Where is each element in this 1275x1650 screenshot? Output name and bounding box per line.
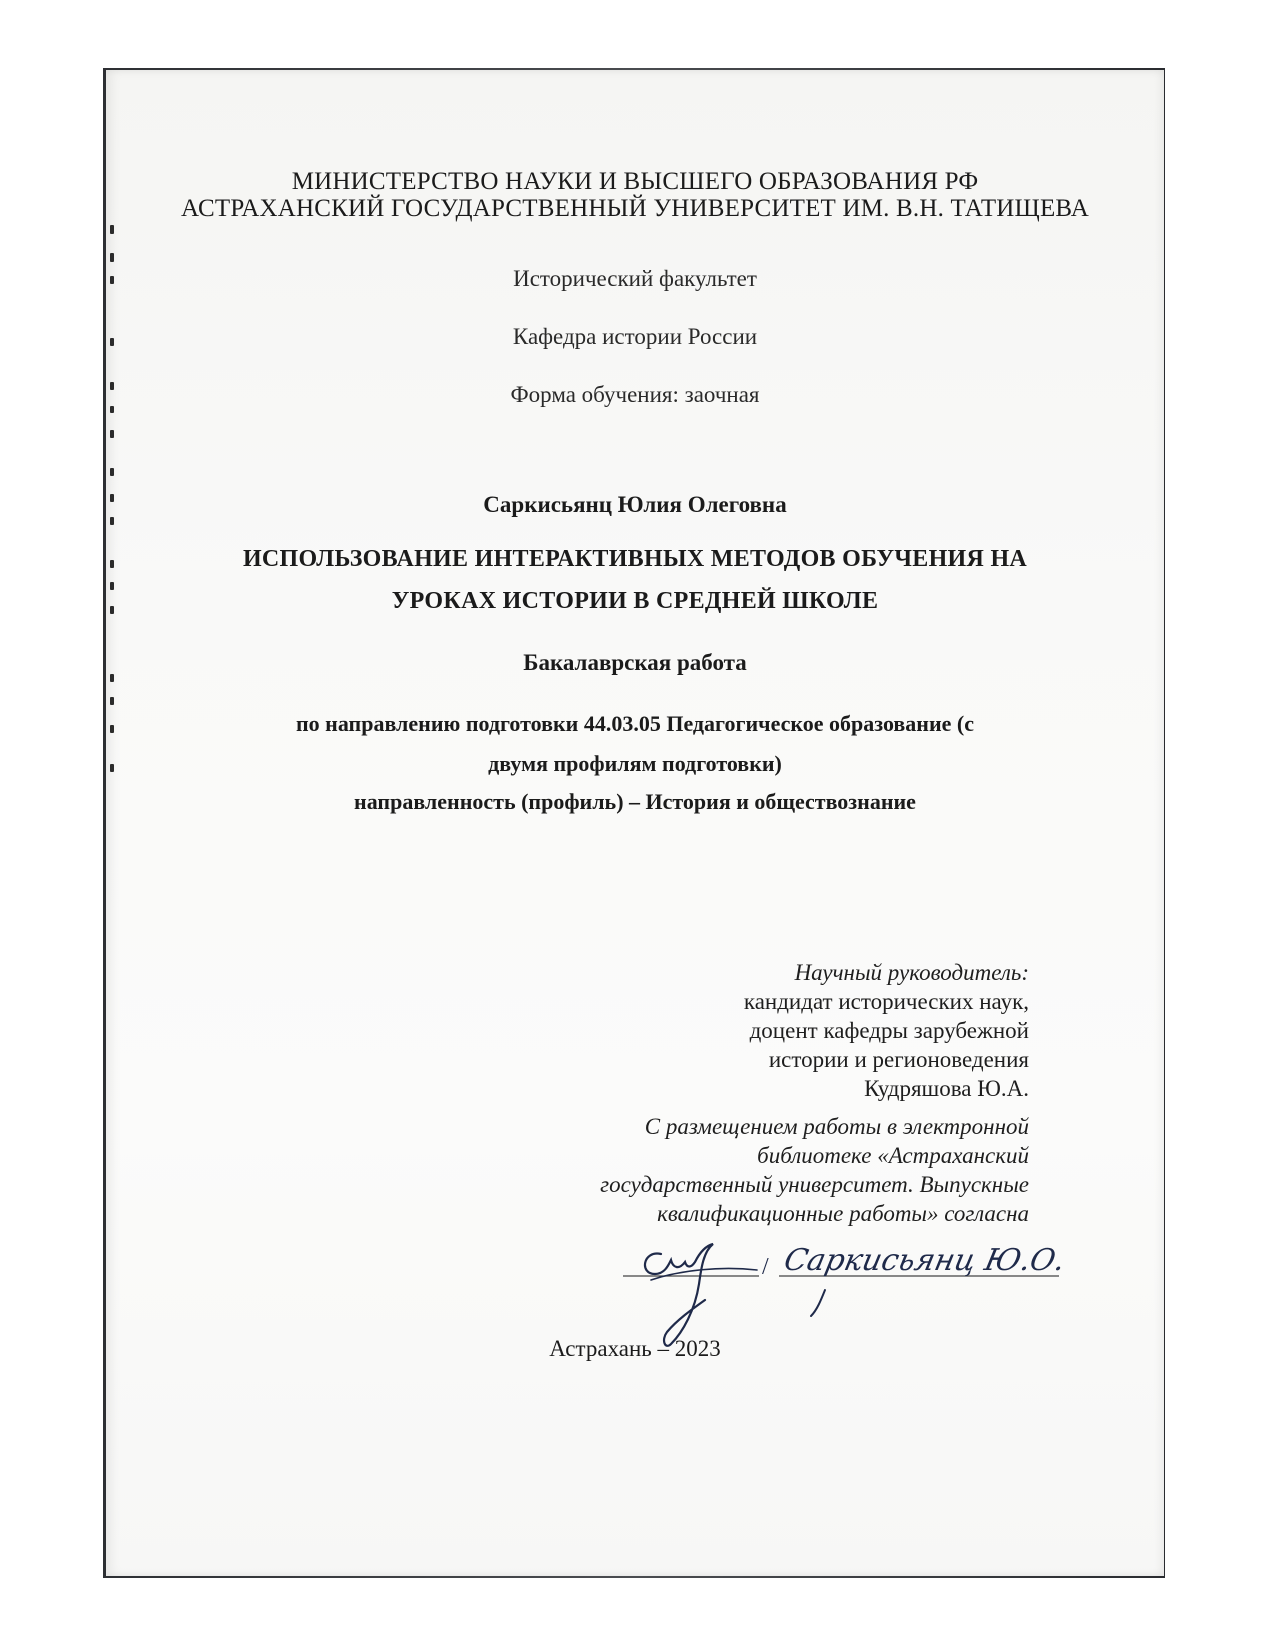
ministry-name: МИНИСТЕРСТВО НАУКИ И ВЫСШЕГО ОБРАЗОВАНИЯ РФ bbox=[291, 168, 979, 195]
edge-mark bbox=[110, 468, 114, 476]
supervisor-degree: кандидат исторических наук, bbox=[743, 989, 1029, 1014]
edge-mark bbox=[110, 253, 114, 262]
thesis-title-line-1: ИСПОЛЬЗОВАНИЕ ИНТЕРАКТИВНЫХ МЕТОДОВ ОБУЧЕНИЯ НА bbox=[242, 546, 1028, 572]
department-name: Кафедра истории России bbox=[512, 324, 758, 349]
university-name: АСТРАХАНСКИЙ ГОСУДАРСТВЕННЫЙ УНИВЕРСИТЕТ ИМ. В.Н. ТАТИЩЕВА bbox=[181, 195, 1089, 222]
edge-mark bbox=[110, 225, 114, 234]
study-form: Форма обучения: заочная bbox=[510, 382, 760, 407]
consent-line-1: С размещением работы в электронной bbox=[644, 1114, 1029, 1139]
author-name: Саркисьянц Юлия Олеговна bbox=[483, 492, 787, 517]
faculty-name: Исторический факультет bbox=[513, 266, 757, 291]
thesis-title-line-2: УРОКАХ ИСТОРИИ В СРЕДНЕЙ ШКОЛЕ bbox=[391, 588, 879, 614]
edge-mark bbox=[110, 430, 114, 438]
signature-separator: / bbox=[762, 1254, 769, 1280]
supervisor-name: Кудряшова Ю.А. bbox=[864, 1076, 1029, 1101]
edge-mark bbox=[110, 697, 114, 705]
title-page-sheet bbox=[106, 70, 1164, 1576]
consent-line-4: квалификационные работы» согласна bbox=[657, 1201, 1029, 1226]
direction-line-3: направленность (профиль) – История и обществознание bbox=[354, 789, 916, 814]
edge-mark bbox=[110, 517, 114, 525]
supervisor-position: доцент кафедры зарубежной bbox=[749, 1018, 1029, 1043]
supervisor-block bbox=[509, 958, 1029, 1103]
city-year: Астрахань – 2023 bbox=[549, 1336, 721, 1361]
supervisor-heading: Научный руководитель: bbox=[794, 960, 1029, 985]
direction-line-1: по направлению подготовки 44.03.05 Педагогическое образование (с bbox=[295, 711, 975, 736]
consent-line-3: государственный университет. Выпускные bbox=[600, 1172, 1029, 1197]
direction-line-2: двумя профилям подготовки) bbox=[488, 751, 782, 776]
work-type: Бакалаврская работа bbox=[523, 650, 747, 675]
supervisor-department: истории и регионоведения bbox=[768, 1047, 1029, 1072]
consent-block bbox=[469, 1112, 1029, 1228]
consent-line-2: библиотеке «Астраханский bbox=[757, 1143, 1029, 1168]
handwritten-name: Саркисьянц Ю.О. bbox=[780, 1243, 1061, 1278]
